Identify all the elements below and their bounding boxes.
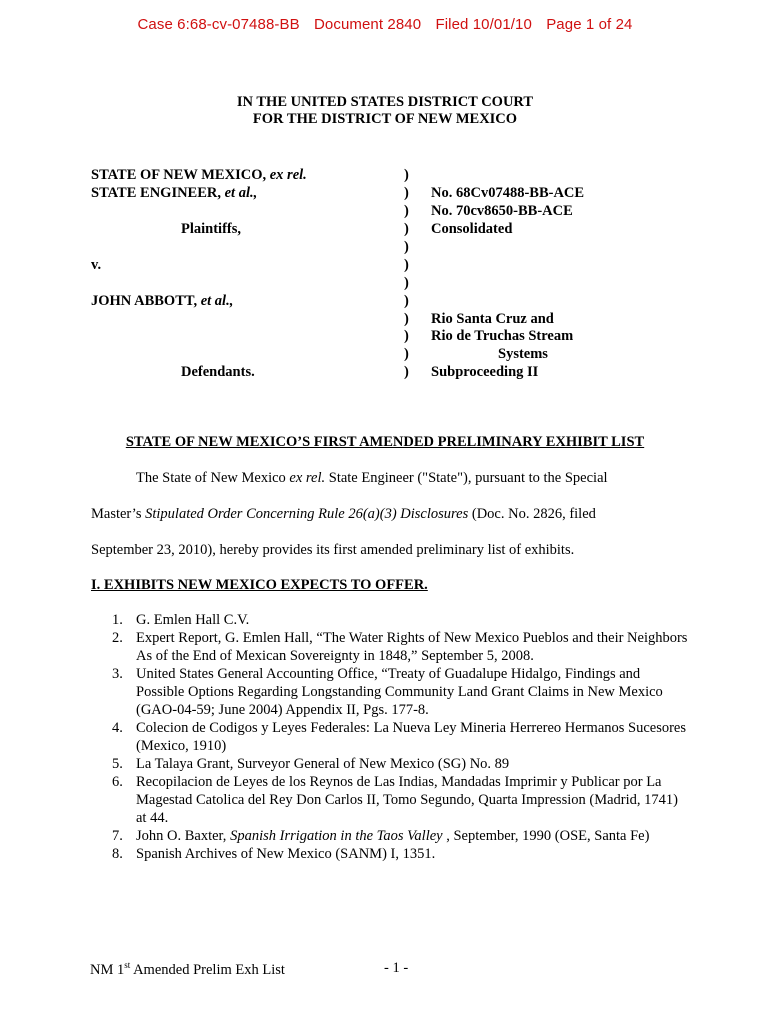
court-line-1: IN THE UNITED STATES DISTRICT COURT [236, 94, 534, 110]
intro-text: Master’s [91, 506, 146, 522]
stream-line-4: Subproceeding II [431, 364, 539, 380]
list-item [91, 611, 691, 629]
caption-paren: ) [404, 311, 409, 327]
intro-line-2 [91, 505, 596, 523]
exhibit-text: John O. Baxter, [136, 828, 231, 844]
footer-text: NM 1 [90, 962, 125, 978]
list-item [91, 827, 691, 845]
plaintiff-name: STATE OF NEW MEXICO, [91, 167, 270, 183]
section-heading: I. EXHIBITS NEW MEXICO EXPECTS TO OFFER. [91, 577, 428, 593]
caption-paren: ) [404, 203, 409, 219]
case-number: Case 6:68-cv-07488-BB [137, 16, 300, 33]
list-item [91, 629, 691, 665]
intro-ex-rel: ex rel. [289, 470, 326, 486]
stipulated-order-title: Stipulated Order Concerning Rule 26(a)(3) Disclosures [145, 506, 469, 522]
footer-label [90, 960, 285, 979]
plaintiff-line-1 [91, 166, 307, 184]
intro-text: State Engineer ("State"), pursuant to the Special [325, 470, 608, 486]
list-item [91, 665, 691, 719]
list-item [91, 773, 691, 827]
court-heading [0, 94, 770, 128]
document-title: STATE OF NEW MEXICO’S FIRST AMENDED PRELIMINARY EXHIBIT LIST [125, 434, 645, 450]
plaintiff-engineer: STATE ENGINEER, [91, 185, 225, 201]
exhibit-number: 4. [112, 720, 123, 736]
caption-paren: ) [404, 167, 409, 183]
caption-paren: ) [404, 221, 409, 237]
caption-paren: ) [404, 328, 409, 344]
exhibit-text: United States General Accounting Office, “Treaty of Guadalupe Hidalgo, Findings and Possible Options Regarding Longstanding Community Land Grant Claims in New Mexico (GAO-04-59; June 2004) Appendix II, Pgs. 177-8. [136, 666, 663, 718]
caption-paren: ) [404, 364, 409, 380]
plaintiffs-label: Plaintiffs, [181, 221, 242, 237]
list-item [91, 719, 691, 755]
exhibit-text: G. Emlen Hall C.V. [136, 612, 250, 628]
court-line-2: FOR THE DISTRICT OF NEW MEXICO [252, 111, 518, 127]
caption-paren: ) [404, 293, 409, 309]
intro-line-1 [136, 469, 608, 487]
defendant-line [91, 292, 233, 310]
document-number: Document 2840 [313, 16, 422, 33]
filing-header [0, 16, 770, 33]
stream-line-1: Rio Santa Cruz and [431, 311, 554, 327]
exhibit-text: Spanish Archives of New Mexico (SANM) I, 1351. [136, 846, 436, 862]
caption-paren: ) [404, 239, 409, 255]
exhibit-number: 8. [112, 846, 123, 862]
footer-superscript: st [124, 960, 131, 970]
list-item [91, 845, 691, 863]
exhibit-text: Colecion de Codigos y Leyes Federales: La Nueva Ley Mineria Herrereo Hermanos Sucesores (Mexico, 1910) [136, 720, 687, 754]
caption-paren: ) [404, 257, 409, 273]
plaintiff-ex-rel: ex rel. [269, 167, 307, 183]
caption-paren: ) [404, 185, 409, 201]
page-number: - 1 - [384, 960, 409, 976]
page-count: Page 1 of 24 [546, 16, 633, 33]
filed-date: Filed 10/01/10 [435, 16, 532, 33]
exhibit-number: 5. [112, 756, 123, 772]
footer-text: Amended Prelim Exh List [130, 962, 285, 978]
list-item [91, 755, 691, 773]
exhibit-number: 6. [112, 774, 123, 790]
exhibit-list [91, 611, 691, 863]
consolidated-label: Consolidated [431, 221, 513, 237]
versus-label: v. [91, 257, 102, 273]
stream-line-3: Systems [498, 346, 548, 362]
exhibit-number: 3. [112, 666, 123, 682]
exhibit-title: Spanish Irrigation in the Taos Valley [230, 828, 443, 844]
caption-paren: ) [404, 275, 409, 291]
intro-text: (Doc. No. 2826, filed [468, 506, 596, 522]
case-no-2: No. 70cv8650-BB-ACE [431, 203, 573, 219]
plaintiff-et-al: et al., [224, 185, 258, 201]
exhibit-number: 7. [112, 828, 123, 844]
caption-paren: ) [404, 346, 409, 362]
stream-line-2: Rio de Truchas Stream [431, 328, 574, 344]
intro-text: The State of New Mexico [136, 470, 290, 486]
exhibit-text: Expert Report, G. Emlen Hall, “The Water Rights of New Mexico Pueblos and their Neighbors As of the End of Mexican Sovereignty in 1848,” September 5, 2008. [136, 630, 688, 664]
exhibit-number: 2. [112, 630, 123, 646]
exhibit-number: 1. [112, 612, 123, 628]
defendant-et-al: et al., [200, 293, 234, 309]
plaintiff-line-2 [91, 184, 257, 202]
defendants-label: Defendants. [181, 364, 255, 380]
intro-line-3: September 23, 2010), hereby provides its first amended preliminary list of exhibits. [91, 542, 575, 558]
case-no-1: No. 68Cv07488-BB-ACE [431, 185, 585, 201]
exhibit-text: , September, 1990 (OSE, Santa Fe) [442, 828, 650, 844]
exhibit-text: La Talaya Grant, Surveyor General of New Mexico (SG) No. 89 [136, 756, 510, 772]
exhibit-text: Recopilacion de Leyes de los Reynos de Las Indias, Mandadas Imprimir y Publicar por La Magestad Catolica del Rey Don Carlos II, Tomo Segundo, Quarta Impression (Madrid, 1741) at 44. [136, 774, 678, 826]
defendant-name: JOHN ABBOTT, [91, 293, 201, 309]
